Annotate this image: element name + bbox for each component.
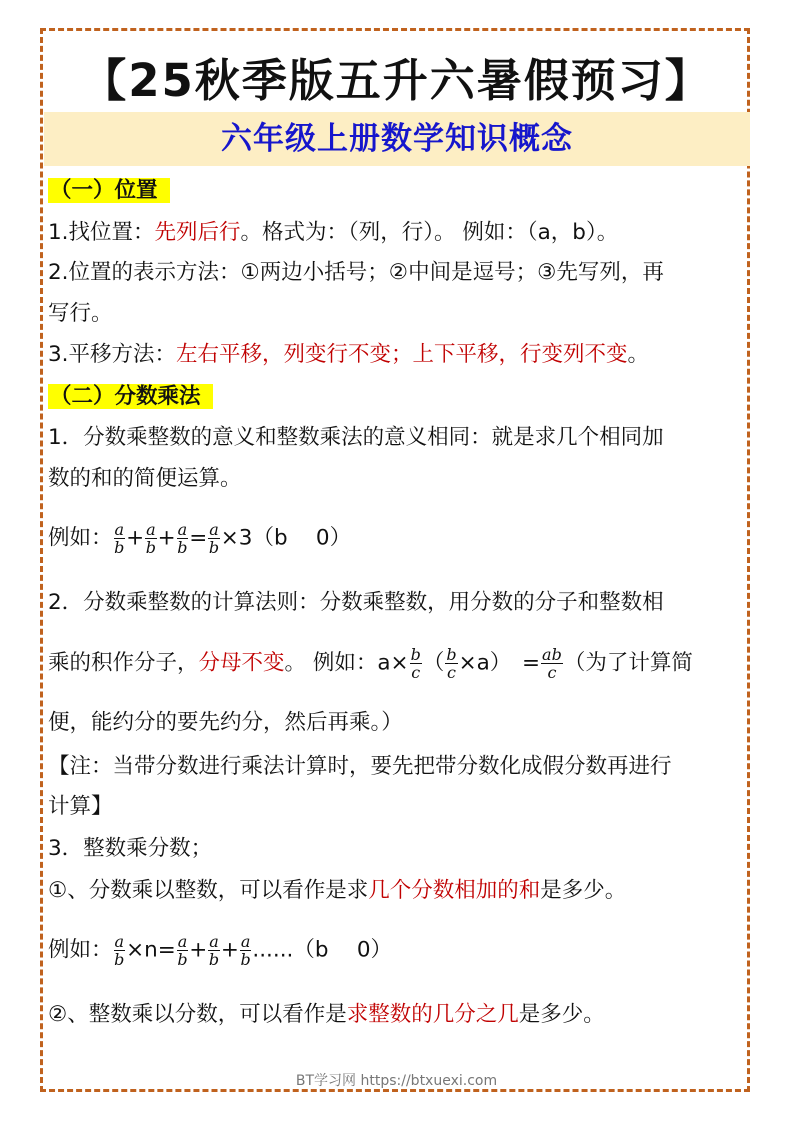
text-line [48,706,403,740]
denominator: b [208,950,220,969]
text-line [48,646,693,680]
text-line [48,338,649,372]
numerator: a [240,932,251,951]
fraction [114,933,126,968]
denominator: c [547,663,557,682]
numerator: a [209,520,219,539]
emphasis-text: 求整数的几分之几 [346,1002,519,1027]
denominator: b [114,538,125,557]
text-line [48,216,618,250]
text: 是多少。 [518,1002,605,1027]
emphasis-text: 几个分数相加的和 [368,878,541,903]
numerator: b [410,645,421,664]
text: 计算】 [48,794,113,819]
text: 数的和的简便运算。 [48,466,242,491]
text: = [189,525,208,551]
numerator: a [177,932,188,951]
text: + [220,937,239,963]
text: ①、分数乘以整数，可以看作是求 [48,878,369,903]
text-line [48,998,605,1032]
text-line [48,832,212,866]
footer-watermark: BT学习网 https://btxuexi.com [295,1073,498,1089]
text: + [157,525,176,551]
heading-text: （二）分数乘法 [48,384,213,409]
page-title: 【25秋季版五升六暑假预习】 [81,54,712,107]
numerator: a [114,520,125,539]
text: （ [422,650,445,676]
fraction [208,933,220,968]
text-line [48,750,672,784]
text: + [189,937,208,963]
denominator: b [145,538,156,557]
text: ②、整数乘以分数，可以看作是 [48,1002,347,1027]
fraction [541,646,563,681]
text: （为了计算简 [563,650,693,676]
denominator: c [411,663,421,682]
denominator: c [446,663,456,682]
emphasis-text: 先列后行 [154,220,241,245]
denominator: b [208,538,220,557]
fraction [445,646,457,681]
emphasis-text: 左右平移，列变行不变；上下平移，行变列不变 [176,342,628,367]
numerator: ab [542,645,562,664]
fraction [410,646,422,681]
fraction [177,521,189,556]
denominator: b [114,950,125,969]
numerator: b [446,645,457,664]
text: 1．分数乘整数的意义和整数乘法的意义相同：就是求几个相同加 [48,425,664,450]
text: ×n= [126,937,176,963]
text: 3.平移方法： [48,342,177,367]
text-line [48,297,113,331]
fraction [208,521,220,556]
fraction [240,933,252,968]
text: 写行。 [48,301,113,326]
numerator: a [146,520,156,539]
emphasis-text: 分母不变 [198,650,285,676]
text: ×3（b 0） [220,525,352,551]
text: 【注：当带分数进行乘法计算时，要先把带分数化成假分数再进行 [48,754,672,779]
subtitle-banner: 六年级上册数学知识概念 [44,112,750,166]
denominator: b [240,950,251,969]
text-line [48,586,664,620]
text-line [48,933,392,967]
text: 。 例如：a× [284,650,409,676]
text: 1.找位置： [48,220,155,245]
text: 。 [627,342,650,367]
section-heading [48,174,170,208]
fraction [145,521,157,556]
text: ......（b 0） [252,937,393,963]
text: 3．整数乘分数； [48,836,213,861]
fraction [114,521,126,556]
text: + [126,525,145,551]
numerator: a [114,932,125,951]
numerator: a [209,932,219,951]
text-line [48,521,351,555]
text: 例如： [48,525,113,551]
text-line [48,462,242,496]
text: 2．分数乘整数的计算法则：分数乘整数，用分数的分子和整数相 [48,590,664,615]
text: 例如： [48,937,113,963]
numerator: a [177,520,188,539]
heading-text: （一）位置 [48,178,170,203]
section-heading [48,380,213,414]
text: 。格式为：（列，行）。 例如：（a，b）。 [240,220,619,245]
text-line [48,874,626,908]
denominator: b [177,950,188,969]
text-line [48,790,113,824]
fraction [177,933,189,968]
text-line [48,256,664,290]
denominator: b [177,538,188,557]
text: 2.位置的表示方法：①两边小括号；②中间是逗号；③先写列，再 [48,260,664,285]
text: 乘的积作分子， [48,650,199,676]
text: 是多少。 [540,878,627,903]
text: ×a） = [458,650,541,676]
text: 便，能约分的要先约分，然后再乘。） [48,710,403,735]
text-line [48,421,664,455]
